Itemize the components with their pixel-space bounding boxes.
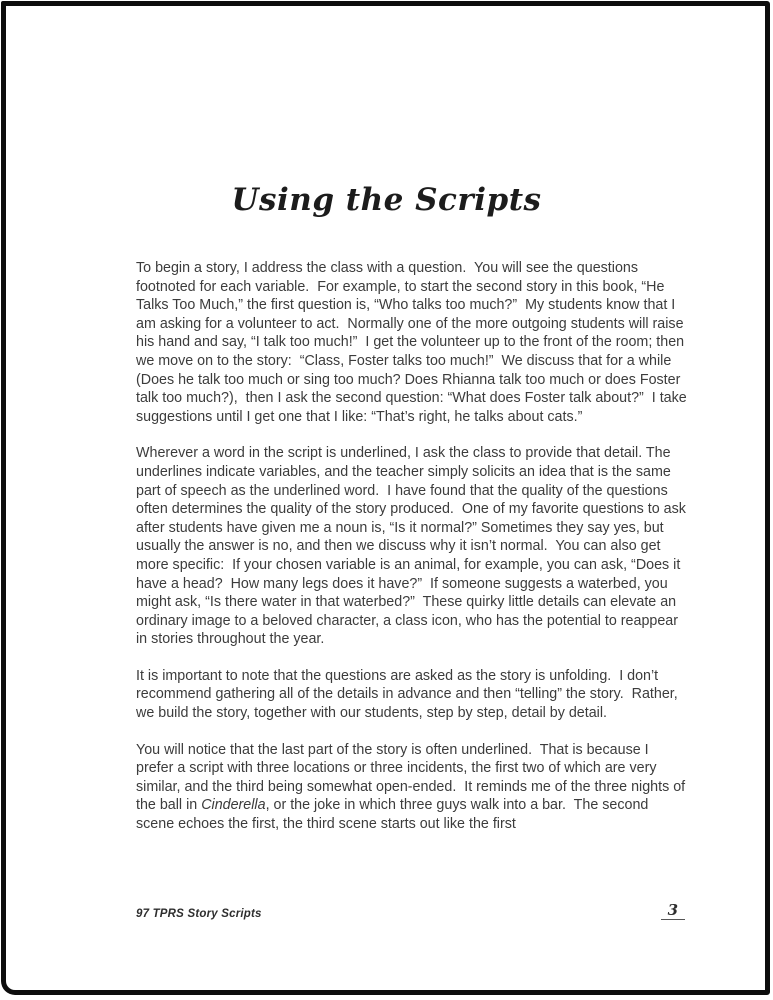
footer-book-title: 97 TPRS Story Scripts [136, 908, 262, 920]
page-title: Using the Scripts [231, 182, 542, 218]
page-footer [136, 903, 685, 920]
paragraph-text: , or the joke in which three guys walk into a bar. The second scene echoes the first, the third scene starts out like the first [136, 797, 653, 833]
paragraph: It is important to note that the questions are asked as the story is unfolding. I don’t recommend gathering all of the details in advance and then “telling” the story. Rather, we build the story, together with our students, step by step, detail by detail. [136, 667, 682, 722]
book-title-reference: Cinderella [201, 797, 266, 814]
paragraph: Wherever a word in the script is underlined, I ask the class to provide that detail. The underlines indicate variables, and the teacher simply solicits an idea that is the same part of speech as the underlined word. I have found that the quality of the questions often determines the quality of the story produced. One of my favorite questions to ask after students have given me a noun is, “Is it normal?” Sometimes they say yes, but usually the answer is no, and then we discuss why it isn’t normal. You can also get more specific: If your chosen variable is an animal, for example, you can ask, “Does it have a head? How many legs does it have?” If someone suggests a waterbed, you might ask, “Is there water in that waterbed?” These quirky little details can elevate an ordinary image to a beloved character, a class icon, who has the potential to reappear in stories throughout the year. [136, 445, 690, 648]
page-body [136, 259, 691, 852]
paragraph-text: You will notice that the last part of the story is often underlined. That is because I prefer a script with three locations or three incidents, the first two of which are very similar, and the third being somewhat open-ended. It reminds me of the three nights of the ball in [136, 741, 690, 814]
paragraph: To begin a story, I address the class with a question. You will see the questions footnoted for each variable. For example, to start the second story in this book, “He Talks Too Much,” the first question is, “Who talks too much?” My students know that I am asking for a volunteer to act. Normally one of the more outgoing students will raise his hand and say, “I talk too much!” I get the volunteer up to the front of the room; then we move on to the story: “Class, Foster talks too much!” We discuss that for a while (Does he talk too much or sing too much? Does Rhianna talk too much or does Foster talk too much?), then I ask the second question: “What does Foster talk about?” I take suggestions until I get one that I like: “That’s right, he talks about cats.” [136, 260, 691, 425]
footer-page-number: 3 [661, 903, 685, 920]
paragraph [136, 741, 690, 834]
